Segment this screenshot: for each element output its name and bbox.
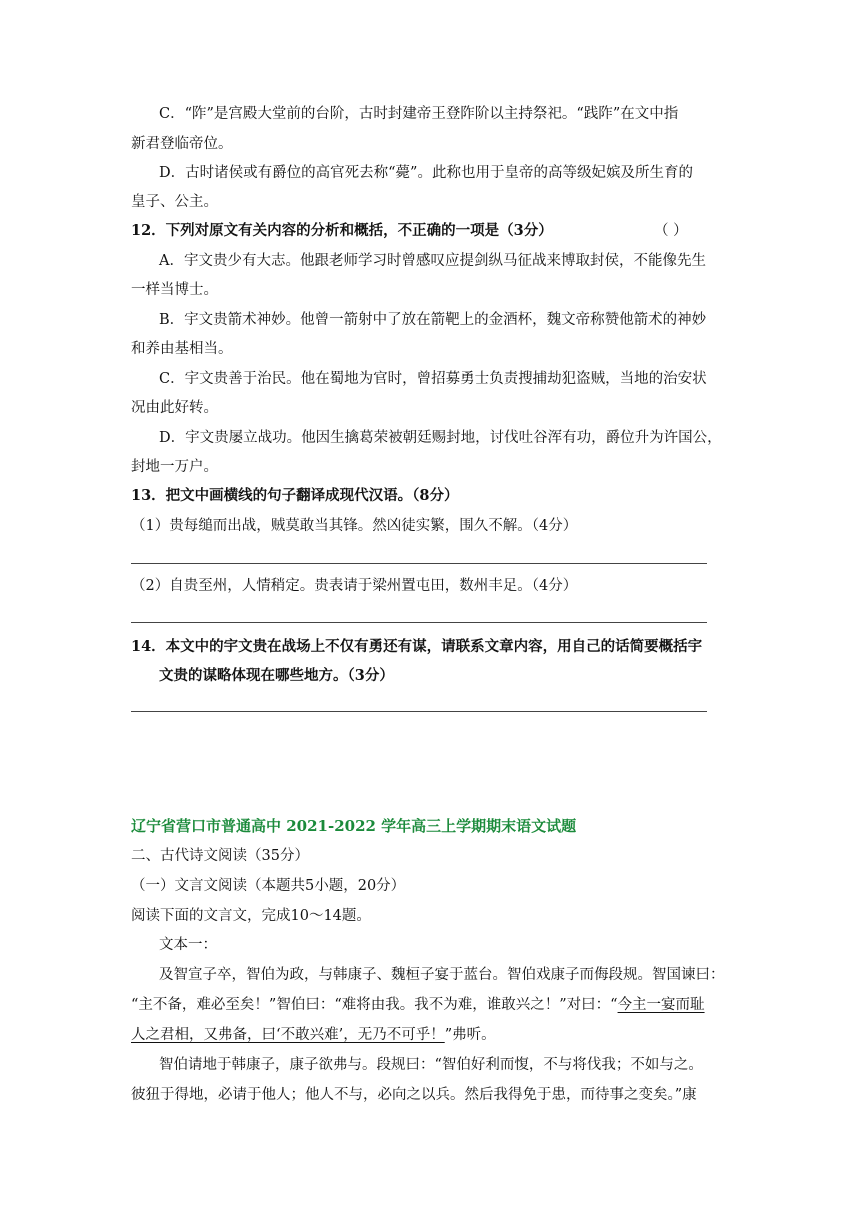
q12-option-b-line1: B．宇文贵箭术神妙。他曾一箭射中了放在箭靶上的金酒杯，魏文帝称赞他箭术的神妙 — [159, 312, 707, 328]
question-14-line2: 文贵的谋略体现在哪些地方。（3分） — [159, 667, 394, 684]
passage-p1-line3 — [131, 1025, 496, 1045]
q12-option-c-line1: C．宇文贵善于治民。他在蜀地为官时，曾招募勇士负责搜捕劫犯盗贼，当地的治安状 — [159, 371, 707, 387]
answer-line-13-2[interactable] — [131, 622, 707, 623]
q11-option-c-line1: C．“阼”是宫殿大堂前的台阶，古时封建帝王登阼阶以主持祭祀。“践阼”在文中指 — [159, 106, 679, 122]
passage-p2-line1: 智伯请地于韩康子，康子欲弗与。段规曰：“智伯好利而愎，不与将伐我；不如与之。 — [159, 1057, 703, 1073]
q12-option-d-line2: 封地一万户。 — [131, 459, 218, 475]
underlined-sentence-part2: 人之君相，又弗备，曰‘不敢兴难’，无乃不可乎！ — [131, 1027, 445, 1043]
q12-option-a-line2: 一样当博士。 — [131, 282, 218, 298]
q12-option-a-line1: A．宇文贵少有大志。他跟老师学习时曾感叹应提剑纵马征战来博取封侯，不能像先生 — [159, 253, 706, 269]
reading-instruction: 阅读下面的文言文，完成10～14题。 — [131, 908, 371, 924]
passage-p1-line3-text: ”弗听。 — [444, 1027, 496, 1043]
question-12: 12．下列对原文有关内容的分析和概括，不正确的一项是（3分） — [131, 222, 553, 239]
answer-line-13-1[interactable] — [131, 563, 707, 564]
subsection-heading: （一）文言文阅读（本题共5小题，20分） — [131, 878, 406, 894]
question-13: 13．把文中画横线的句子翻译成现代汉语。（8分） — [131, 487, 459, 504]
question-14-line1: 14．本文中的宇文贵在战场上不仅有勇还有谋，请联系文章内容，用自己的话简要概括宇 — [131, 638, 703, 655]
q12-option-d-line1: D．宇文贵屡立战功。他因生擒葛荣被朝廷赐封地，讨伐吐谷浑有功，爵位升为许国公， — [159, 430, 722, 446]
q11-option-d-line2: 皇子、公主。 — [131, 194, 218, 210]
q11-option-c-line2: 新君登临帝位。 — [131, 136, 233, 152]
q13-item-1: （1）贵每缒而出战，贼莫敢当其锋。然凶徒实繁，围久不解。（4分） — [131, 518, 578, 534]
underlined-sentence-part1: 今主一宴而耻 — [617, 997, 705, 1013]
text-one-label: 文本一： — [159, 937, 217, 953]
exam-title: 辽宁省营口市普通高中 2021-2022 学年高三上学期期末语文试题 — [131, 817, 577, 835]
q13-item-2: （2）自贵至州，人情稍定。贵表请于梁州置屯田，数州丰足。（4分） — [131, 578, 578, 594]
section-heading: 二、古代诗文阅读（35分） — [131, 848, 309, 864]
passage-p1-line2-text: “主不备，难必至矣！”智伯曰：“难将由我。我不为难，谁敢兴之！”对曰：“ — [131, 997, 618, 1013]
passage-p2-line2: 彼狃于得地，必请于他人；他人不与，必向之以兵。然后我得免于患，而待事之变矣。”康 — [131, 1087, 697, 1103]
answer-blank-12: （ ） — [654, 223, 688, 239]
answer-line-14[interactable] — [131, 711, 707, 712]
q12-option-c-line2: 况由此好转。 — [131, 400, 218, 416]
passage-p1-line2 — [131, 995, 705, 1015]
passage-p1-line1: 及智宣子卒，智伯为政，与韩康子、魏桓子宴于蓝台。智伯戏康子而侮段规。智国谏曰： — [159, 967, 725, 983]
q11-option-d-line1: D．古时诸侯或有爵位的高官死去称“薨”。此称也用于皇帝的高等级妃嫔及所生育的 — [159, 165, 693, 181]
q12-option-b-line2: 和养由基相当。 — [131, 341, 233, 357]
